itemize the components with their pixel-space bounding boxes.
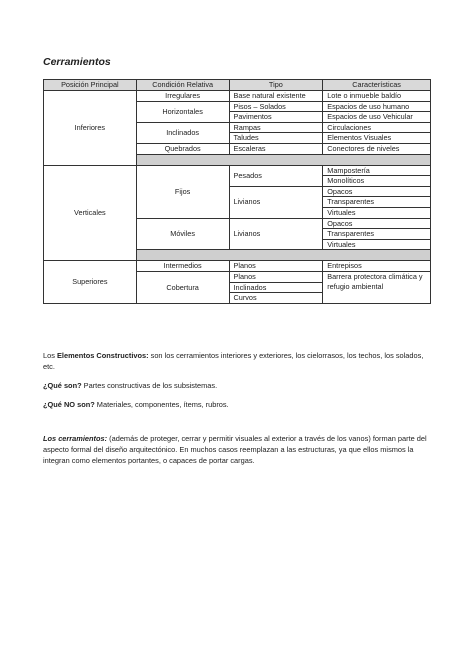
cell-opacos-fijos: Opacos [323, 186, 431, 197]
separator-cell [136, 250, 430, 261]
cell-mamposteria: Mampostería [323, 165, 431, 176]
cell-barrera: Barrera protectora climática y refugio ambiental [323, 271, 431, 303]
cerramientos-table [43, 79, 431, 304]
cell-elementos-visuales: Elementos Visuales [323, 133, 431, 144]
paragraph-que-son [43, 380, 431, 391]
cell-superiores: Superiores [44, 261, 137, 303]
cell-cobertura: Cobertura [136, 271, 229, 303]
cell-curvos: Curvos [229, 293, 323, 304]
paragraph-bold: Elementos Constructivos: [56, 351, 149, 360]
header-posicion: Posición Principal [44, 80, 137, 91]
cell-virtuales-moviles: Virtuales [323, 239, 431, 250]
cell-pavimentos: Pavimentos [229, 112, 323, 123]
paragraph-los-cerramientos [43, 433, 431, 467]
paragraph-text: Partes constructivas de los subsistemas. [81, 381, 218, 390]
cell-horizontales: Horizontales [136, 101, 229, 122]
cell-transparentes-moviles: Transparentes [323, 229, 431, 240]
table-row [44, 91, 431, 102]
cell-conectores: Conectores de niveles [323, 143, 431, 154]
cell-virtuales-fijos: Virtuales [323, 207, 431, 218]
cell-entrepisos: Entrepisos [323, 261, 431, 272]
cell-planos-intermedios: Planos [229, 261, 323, 272]
cell-quebrados: Quebrados [136, 143, 229, 154]
cell-rampas: Rampas [229, 122, 323, 133]
cell-monoliticos: Monolíticos [323, 176, 431, 187]
cell-intermedios: Intermedios [136, 261, 229, 272]
cell-transparentes-fijos: Transparentes [323, 197, 431, 208]
cell-fijos: Fijos [136, 165, 229, 218]
table-row [44, 165, 431, 176]
paragraph-text: Los [43, 351, 57, 360]
cell-espacios-vehicular: Espacios de uso Vehicular [323, 112, 431, 123]
page-title: Cerramientos [43, 56, 111, 68]
paragraph-bold: ¿Qué NO son? [43, 400, 95, 409]
cell-livianos-moviles: Livianos [229, 218, 323, 250]
cell-inclinados-cobertura: Inclinados [229, 282, 323, 293]
cell-circulaciones: Circulaciones [323, 122, 431, 133]
cell-base-natural: Base natural existente [229, 91, 323, 102]
cell-planos-cobertura: Planos [229, 271, 323, 282]
cell-pesados: Pesados [229, 165, 323, 186]
cell-lote: Lote o inmueble baldío [323, 91, 431, 102]
header-tipo: Tipo [229, 80, 323, 91]
paragraph-text: Materiales, componentes, ítems, rubros. [94, 400, 229, 409]
paragraph-text: (además de proteger, cerrar y permitir visuales al exterior a través de los vanos) forman parte del aspecto formal del diseño arquitectónico. En muchos casos reemplazan a las estructuras, ya que ellos mismos la integran como elementos portantes, o capaces de portar cargas. [43, 434, 427, 466]
paragraph-text: son los cerramientos interiores y exteriores, los cielorrasos, los techos, los solados, etc. [43, 351, 424, 372]
paragraph-elementos-constructivos [43, 350, 431, 372]
cell-verticales: Verticales [44, 165, 137, 261]
paragraph-bold-italic: Los cerramientos: [43, 434, 108, 443]
cell-livianos-fijos: Livianos [229, 186, 323, 218]
cell-irregulares: Irregulares [136, 91, 229, 102]
cell-inferiores: Inferiores [44, 91, 137, 166]
header-caracteristicas: Características [323, 80, 431, 91]
paragraph-que-no-son [43, 399, 431, 410]
paragraph-bold: ¿Qué son? [43, 381, 82, 390]
cell-escaleras: Escaleras [229, 143, 323, 154]
cell-opacos-moviles: Opacos [323, 218, 431, 229]
cell-pisos-solados: Pisos – Solados [229, 101, 323, 112]
cell-moviles: Móviles [136, 218, 229, 250]
cell-espacios-humano: Espacios de uso humano [323, 101, 431, 112]
header-condicion: Condición Relativa [136, 80, 229, 91]
table-header-row [44, 80, 431, 91]
separator-cell [136, 154, 430, 165]
cell-inclinados: Inclinados [136, 122, 229, 143]
table-row [44, 261, 431, 272]
cell-taludes: Taludes [229, 133, 323, 144]
